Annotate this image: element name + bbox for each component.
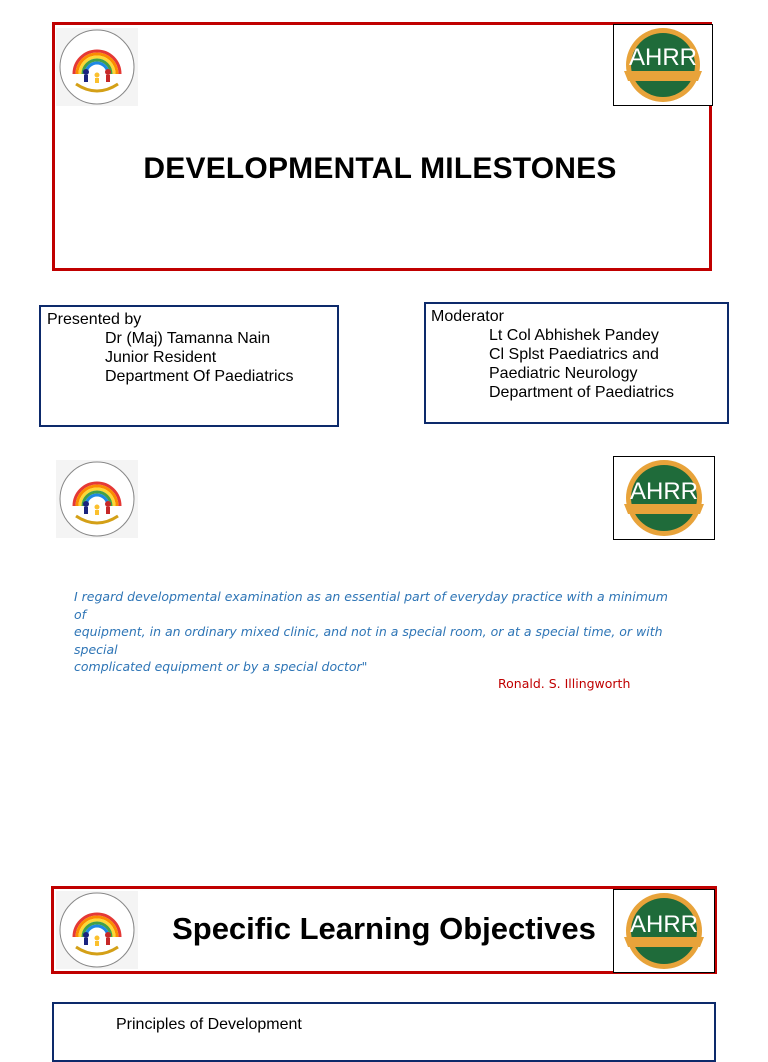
quote-author: Ronald. S. Illingworth [498,676,631,691]
moderator-role: Cl Splst Paediatrics and [489,346,659,363]
presenter-heading: Presented by [47,311,142,328]
quote-line: equipment, in an ordinary mixed clinic, and not in a special room, or at a special time, or with special [74,624,663,657]
objective-item: Principles of Development [116,1016,302,1033]
illingworth-quote [74,588,674,676]
moderator-specialty: Paediatric Neurology [489,365,638,382]
presenter-role: Junior Resident [105,349,217,366]
quote-line: I regard developmental examination as an essential part of everyday practice with a minimum of [74,589,668,622]
presenter-department: Department Of Paediatrics [105,368,294,385]
page-title: DEVELOPMENTAL MILESTONES [143,152,617,185]
objectives-title: Specific Learning Objectives [172,911,596,946]
moderator-department: Department of Paediatrics [489,384,674,401]
moderator-box [424,302,729,424]
presenter-name: Dr (Maj) Tamanna Nain [105,330,271,347]
acp-emblem-icon [56,460,138,538]
ahrr-seal-text: AHRR [628,44,697,71]
ahrr-seal-text: AHRR [629,911,698,938]
moderator-name: Lt Col Abhishek Pandey [489,327,659,344]
ahrr-seal-text: AHRR [629,478,698,505]
acp-emblem-icon [56,28,138,106]
quote-line: complicated equipment or by a special doctor" [74,659,368,674]
presenter-box [39,305,339,427]
moderator-heading: Moderator [431,308,504,325]
acp-emblem-icon [56,891,138,969]
